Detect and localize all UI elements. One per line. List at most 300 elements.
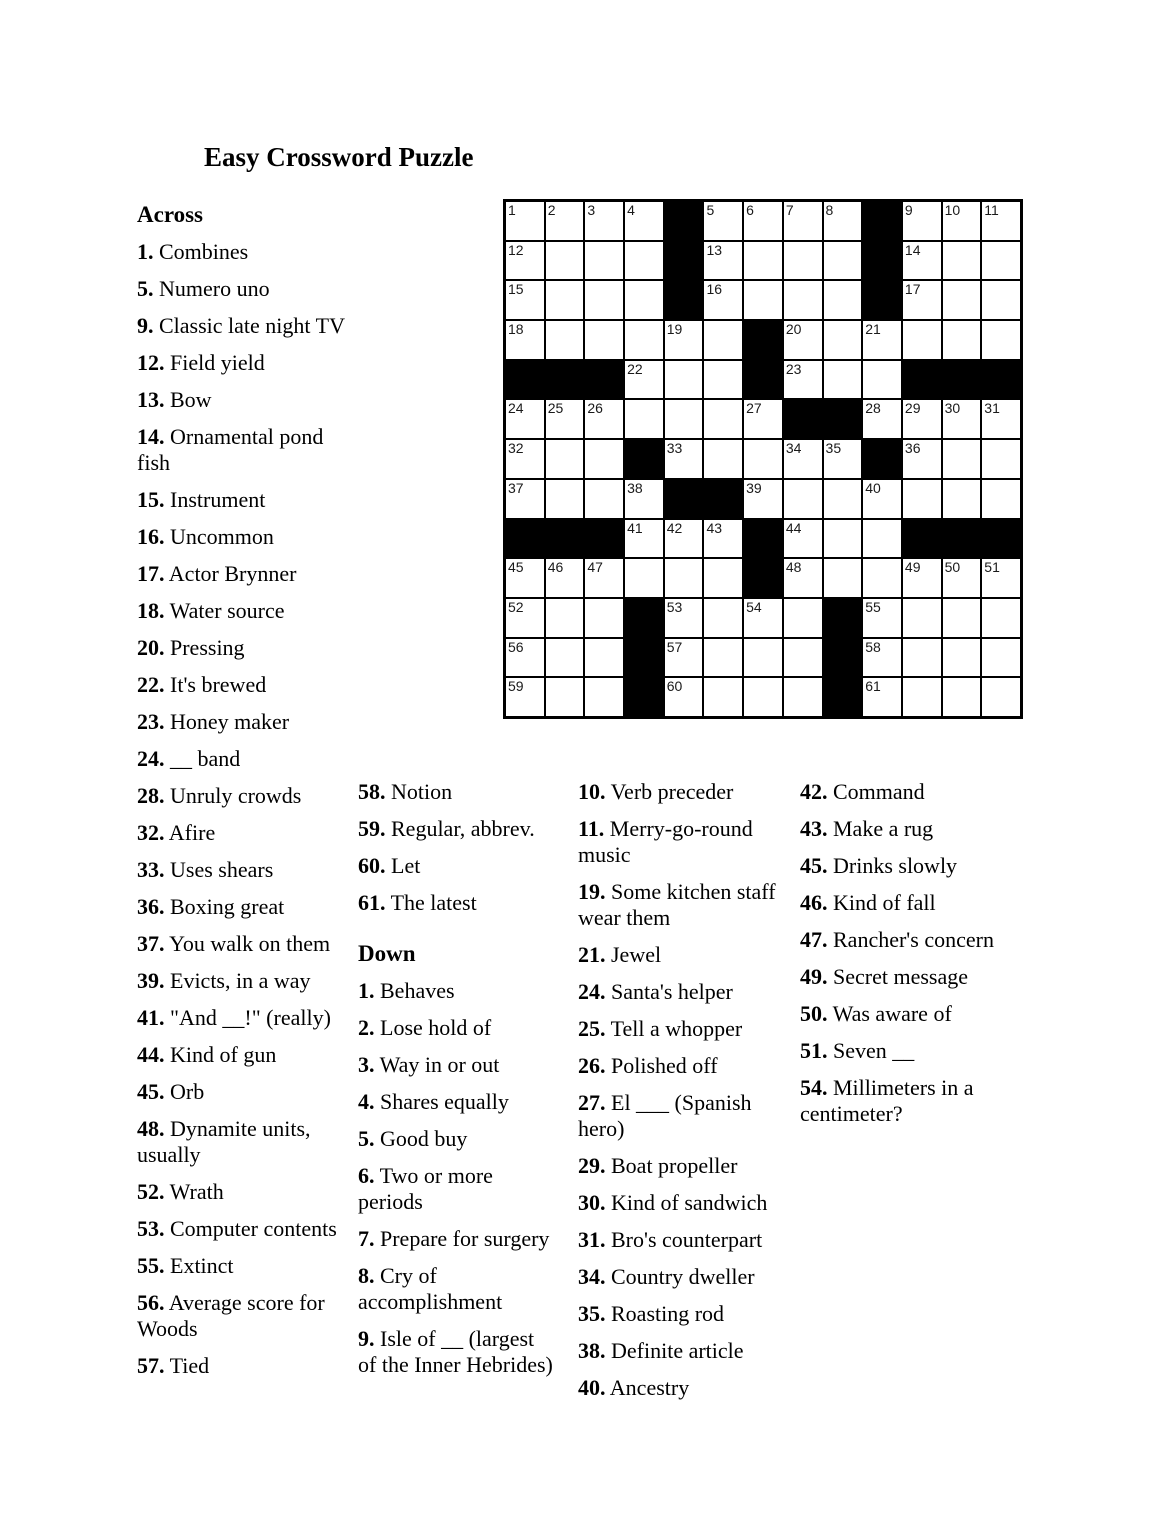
grid-cell [546,202,584,240]
clue-text: Field yield [164,350,265,375]
grid-cell [704,559,742,597]
cell-number: 35 [825,440,842,457]
grid-cell [863,361,901,399]
grid-cell [943,559,981,597]
grid-cell [585,559,623,597]
clue-number: 6. [358,1163,375,1188]
clue-number: 1. [358,978,375,1003]
clue-number: 47. [800,927,828,952]
cell-number: 41 [627,519,643,536]
grid-cell [863,480,901,518]
clue-across-17 [137,561,345,587]
clue-text: Two or more periods [358,1163,493,1214]
clue-number: 23. [137,709,165,734]
grid-cell [585,321,623,359]
clue-across-23 [137,709,345,735]
grid-cell [585,202,623,240]
grid-cell [982,440,1020,478]
grid-cell [903,480,941,518]
grid-cell [744,480,782,518]
grid-cell [982,202,1020,240]
clues-column-3 [578,779,786,1412]
clue-number: 14. [137,424,165,449]
grid-cell [625,321,663,359]
clue-number: 52. [137,1179,165,1204]
grid-cell [506,678,544,716]
grid-cell [665,639,703,677]
clue-across-39 [137,968,345,994]
cell-number: 49 [904,559,921,576]
clue-across-20 [137,635,345,661]
grid-cell [903,440,941,478]
clue-text: Let [385,853,421,878]
cell-number: 8 [825,202,834,218]
grid-cell [903,242,941,280]
clue-number: 38. [578,1338,606,1363]
clue-across-37 [137,931,345,957]
grid-cell [704,599,742,637]
grid-cell-black [665,281,703,319]
clue-down-11 [578,816,786,868]
grid-cell [506,480,544,518]
clue-text: Extinct [164,1253,234,1278]
grid-cell [863,400,901,438]
clue-number: 44. [137,1042,165,1067]
grid-cell [863,559,901,597]
cell-number: 44 [785,519,802,536]
cell-number: 61 [865,678,881,695]
clue-down-31 [578,1227,786,1253]
grid-cell [784,639,822,677]
grid-cell [863,678,901,716]
grid-cell [546,639,584,677]
grid-cell [943,400,981,438]
clue-down-43 [800,816,1008,842]
clue-text: Wrath [164,1179,224,1204]
grid-cell-black [943,361,981,399]
grid-cell [665,678,703,716]
clue-across-60 [358,853,554,879]
clue-across-56 [137,1290,345,1342]
cell-number: 37 [508,479,524,496]
clue-number: 40. [578,1375,606,1400]
clue-across-55 [137,1253,345,1279]
grid-cell [863,520,901,558]
cell-number: 13 [706,241,723,258]
clue-number: 55. [137,1253,165,1278]
grid-cell [506,639,544,677]
clue-text: Bro's counterpart [605,1227,763,1252]
grid-cell [625,202,663,240]
clue-number: 59. [358,816,386,841]
grid-cell [665,321,703,359]
clue-across-5 [137,276,345,302]
grid-cell [585,599,623,637]
cell-number: 34 [785,440,802,457]
cell-number: 1 [508,202,516,218]
cell-number: 22 [627,360,643,377]
grid-cell [546,281,584,319]
clue-down-49 [800,964,1008,990]
grid-cell [784,321,822,359]
cell-number: 40 [865,479,881,496]
clues-column-4 [800,779,1008,1138]
grid-cell [943,202,981,240]
clue-text: The latest [385,890,477,915]
clue-text: Average score for Woods [137,1290,325,1341]
clue-number: 17. [137,561,165,586]
grid-cell [943,440,981,478]
clue-text: Roasting rod [605,1301,725,1326]
clue-down-2 [358,1015,554,1041]
clue-down-38 [578,1338,786,1364]
clue-text: Rancher's concern [827,927,994,952]
clue-text: Combines [153,239,249,264]
clue-number: 35. [578,1301,606,1326]
clue-down-50 [800,1001,1008,1027]
grid-cell-black [506,520,544,558]
grid-cell-black [863,242,901,280]
clue-text: Tied [164,1353,210,1378]
cell-number: 2 [547,202,556,218]
clue-number: 45. [800,853,828,878]
grid-cell-black [982,361,1020,399]
clue-down-4 [358,1089,554,1115]
grid-cell-black [625,440,663,478]
clue-down-6 [358,1163,554,1215]
grid-cell-black [982,520,1020,558]
cell-number: 38 [627,479,643,496]
clue-text: Jewel [605,942,662,967]
cell-number: 19 [666,321,683,338]
down-header: Down [358,941,416,966]
page-title: Easy Crossword Puzzle [204,142,474,172]
grid-cell [704,321,742,359]
clue-across-44 [137,1042,345,1068]
clue-down-3 [358,1052,554,1078]
grid-cell-black [744,361,782,399]
grid-cell-black [625,639,663,677]
clue-text: Computer contents [164,1216,337,1241]
clue-text: Pressing [164,635,245,660]
clue-text: Cry of accomplishment [358,1263,503,1314]
clue-across-32 [137,820,345,846]
grid-cell [943,242,981,280]
clue-text: You walk on them [164,931,331,956]
grid-cell [744,281,782,319]
clue-text: Kind of gun [164,1042,277,1067]
clue-text: Country dweller [605,1264,755,1289]
clue-text: Instrument [164,487,266,512]
grid-cell [704,520,742,558]
grid-cell [506,559,544,597]
cell-number: 31 [984,400,1000,417]
cell-number: 17 [904,281,921,298]
grid-cell-black [903,361,941,399]
grid-cell [546,400,584,438]
clue-down-47 [800,927,1008,953]
grid-cell [704,639,742,677]
grid-cell-black [863,281,901,319]
grid-cell [744,242,782,280]
cell-number: 57 [666,638,683,655]
cell-number: 42 [666,519,683,536]
grid-cell [546,321,584,359]
cell-number: 58 [865,638,881,655]
cell-number: 10 [944,202,961,218]
cell-number: 59 [508,678,524,695]
grid-cell-black [744,520,782,558]
grid-cell-black [943,520,981,558]
clue-across-36 [137,894,345,920]
grid-cell [903,639,941,677]
grid-cell [704,202,742,240]
clue-number: 31. [578,1227,606,1252]
cell-number: 33 [666,440,683,457]
clue-number: 61. [358,890,386,915]
grid-cell [784,242,822,280]
grid-cell [824,202,862,240]
grid-cell [506,599,544,637]
clue-number: 4. [358,1089,375,1114]
grid-cell [625,281,663,319]
clue-number: 9. [137,313,154,338]
clue-text: __ band [164,746,241,771]
grid-cell [546,599,584,637]
grid-cell-black [903,520,941,558]
clue-number: 25. [578,1016,606,1041]
clue-text: Orb [164,1079,205,1104]
grid-cell [744,639,782,677]
clue-number: 56. [137,1290,165,1315]
clue-across-14 [137,424,345,476]
clues-column-1 [137,202,345,1390]
clue-down-46 [800,890,1008,916]
grid-cell [784,678,822,716]
grid-cell [665,400,703,438]
clue-text: Numero uno [153,276,270,301]
clue-across-53 [137,1216,345,1242]
clue-text: Uses shears [164,857,274,882]
across-header: Across [137,202,204,227]
clue-text: Isle of __ (largest of the Inner Hebrides) [358,1326,553,1377]
cell-number: 12 [508,241,524,258]
cell-number: 30 [944,400,961,417]
grid-cell [625,361,663,399]
clue-number: 37. [137,931,165,956]
clue-number: 27. [578,1090,606,1115]
grid-cell [744,400,782,438]
cell-number: 48 [785,559,802,576]
grid-cell [744,202,782,240]
grid-cell [943,678,981,716]
clue-text: Kind of sandwich [605,1190,768,1215]
cell-number: 3 [587,202,596,218]
clue-down-45 [800,853,1008,879]
clue-text: Way in or out [374,1052,500,1077]
cell-number: 26 [587,400,603,417]
clue-across-33 [137,857,345,883]
grid-cell-black [625,599,663,637]
clue-down-42 [800,779,1008,805]
clue-down-30 [578,1190,786,1216]
clue-across-61 [358,890,554,916]
clue-down-24 [578,979,786,1005]
clue-text: El ___ (Spanish hero) [578,1090,752,1141]
grid-cell [943,281,981,319]
grid-cell [903,599,941,637]
clue-number: 24. [578,979,606,1004]
clue-text: Good buy [374,1126,468,1151]
grid-cell [982,242,1020,280]
clue-down-19 [578,879,786,931]
grid-cell-black [744,559,782,597]
cell-number: 46 [547,559,564,576]
clue-number: 36. [137,894,165,919]
grid-cell [665,559,703,597]
cell-number: 39 [746,479,762,496]
grid-cell-black [704,480,742,518]
grid-cell [625,242,663,280]
clue-number: 9. [358,1326,375,1351]
grid-cell [744,599,782,637]
clue-number: 58. [358,779,386,804]
grid-cell [585,440,623,478]
grid-cell-black [665,202,703,240]
grid-cell [585,639,623,677]
grid-cell [982,480,1020,518]
grid-cell [863,639,901,677]
cell-number: 9 [904,202,913,218]
grid-cell [625,520,663,558]
clue-text: Millimeters in a centimeter? [800,1075,974,1126]
grid-cell [704,400,742,438]
clue-number: 5. [137,276,154,301]
grid-cell [704,678,742,716]
clue-down-10 [578,779,786,805]
grid-cell [903,202,941,240]
grid-cell [982,599,1020,637]
clue-text: Santa's helper [605,979,733,1004]
cell-number: 53 [666,598,683,615]
clue-down-7 [358,1226,554,1252]
grid-cell [546,242,584,280]
clue-text: Verb preceder [605,779,734,804]
clue-number: 22. [137,672,165,697]
clue-number: 20. [137,635,165,660]
grid-cell-black [506,361,544,399]
cell-number: 56 [508,638,524,655]
clue-number: 45. [137,1079,165,1104]
grid-cell [625,559,663,597]
grid-cell [943,599,981,637]
crossword-grid [503,199,1023,719]
grid-cell-black [824,599,862,637]
clue-text: Boxing great [164,894,285,919]
grid-cell [704,361,742,399]
cell-number: 21 [865,321,881,338]
clue-text: Boat propeller [605,1153,738,1178]
clue-number: 42. [800,779,828,804]
clue-number: 54. [800,1075,828,1100]
cell-number: 18 [508,321,524,338]
clue-down-5 [358,1126,554,1152]
clue-number: 50. [800,1001,828,1026]
grid-cell [546,559,584,597]
clue-number: 46. [800,890,828,915]
cell-number: 20 [785,321,802,338]
grid-cell-black [546,520,584,558]
grid-cell [506,400,544,438]
clue-number: 13. [137,387,165,412]
grid-cell [824,559,862,597]
clue-across-45 [137,1079,345,1105]
clue-down-27 [578,1090,786,1142]
grid-cell-black [665,242,703,280]
clue-text: Regular, abbrev. [385,816,535,841]
clue-number: 2. [358,1015,375,1040]
cell-number: 54 [746,598,762,615]
cell-number: 28 [865,400,881,417]
cell-number: 14 [904,241,921,258]
cell-number: 15 [508,281,524,298]
clue-down-35 [578,1301,786,1327]
grid-cell [506,242,544,280]
grid-cell [903,281,941,319]
grid-cell [982,678,1020,716]
clue-text: It's brewed [164,672,267,697]
grid-cell [665,440,703,478]
clues-column-2 [358,779,554,1389]
grid-cell [824,361,862,399]
clue-text: Actor Brynner [164,561,297,586]
cell-number: 4 [627,202,635,218]
clue-number: 32. [137,820,165,845]
clue-text: Prepare for surgery [374,1226,550,1251]
clue-text: Afire [164,820,216,845]
clue-down-25 [578,1016,786,1042]
grid-cell [982,400,1020,438]
clue-number: 26. [578,1053,606,1078]
grid-cell [665,361,703,399]
clue-text: Seven __ [827,1038,915,1063]
grid-cell-black [824,400,862,438]
grid-cell [585,678,623,716]
grid-cell [585,480,623,518]
cell-number: 16 [706,281,723,298]
grid-cell [744,678,782,716]
grid-cell-black [585,520,623,558]
grid-cell [903,559,941,597]
clue-number: 60. [358,853,386,878]
clue-number: 12. [137,350,165,375]
grid-cell [585,242,623,280]
grid-cell [546,480,584,518]
clue-down-29 [578,1153,786,1179]
clue-number: 8. [358,1263,375,1288]
clue-across-22 [137,672,345,698]
cell-number: 45 [508,559,524,576]
grid-cell [506,440,544,478]
clue-text: Command [827,779,925,804]
clue-number: 39. [137,968,165,993]
cell-number: 5 [706,202,715,218]
clue-text: Merry-go-round music [578,816,753,867]
grid-cell-black [863,202,901,240]
grid-cell [585,281,623,319]
grid-cell [943,480,981,518]
clue-number: 19. [578,879,606,904]
